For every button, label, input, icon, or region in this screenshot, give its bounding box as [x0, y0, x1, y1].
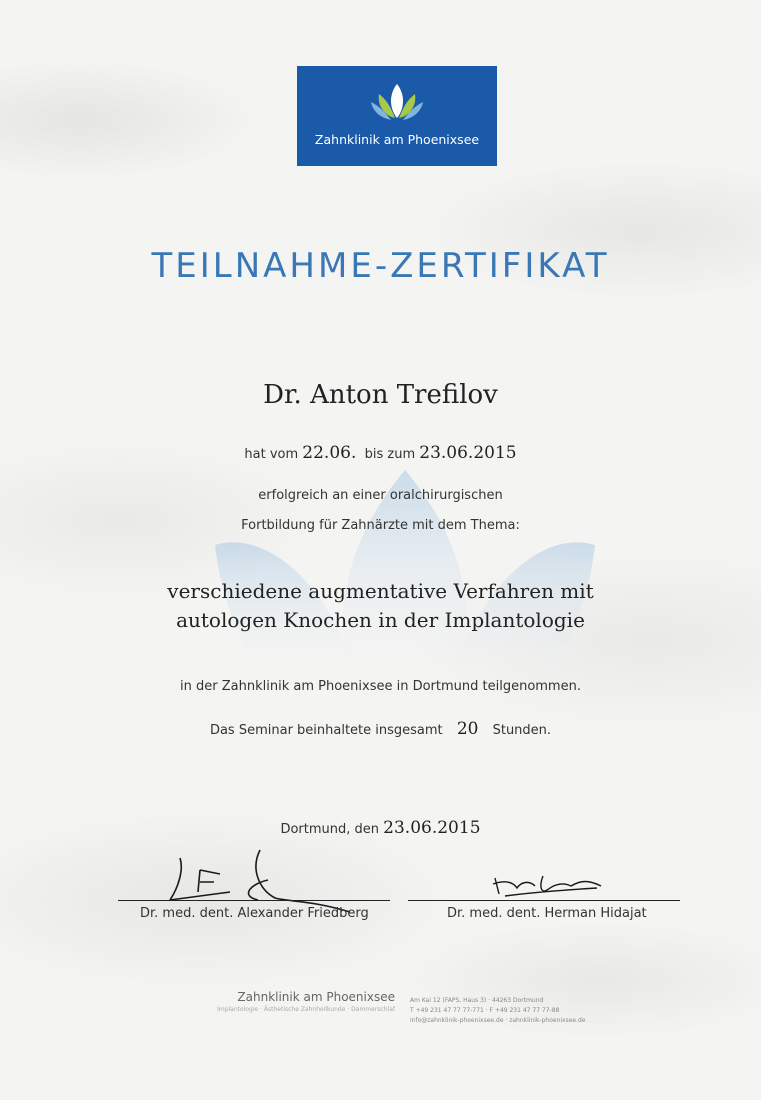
footer-address: Am Kai 12 (FAPS, Haus 3) · 44263 Dortmund	[410, 997, 544, 1004]
location-line: in der Zahnklinik am Phoenixsee in Dortmund teilgenommen.	[180, 679, 581, 694]
hours-suffix: Stunden.	[492, 723, 552, 738]
signature-line-left	[118, 900, 390, 901]
hours-prefix: Das Seminar beinhaltete insgesamt	[209, 723, 443, 738]
signature-line-right	[408, 900, 680, 901]
clinic-logo	[297, 66, 497, 166]
date-prefix: hat vom	[244, 447, 299, 462]
topic-line-2: autologen Knochen in der Implantologie	[176, 608, 585, 632]
seminar-topic	[0, 577, 761, 635]
footer-brand-block	[170, 990, 395, 1013]
lotus-icon	[367, 80, 427, 126]
hours-line	[0, 719, 761, 739]
place-date-prefix: Dortmund, den	[280, 822, 380, 837]
date-to: 23.06.2015	[419, 443, 517, 463]
footer-phone: T +49 231 47 77 77-771 · F +49 231 47 77 77-88	[410, 1007, 560, 1014]
footer-web: info@zahnklinik-phoenixsee.de · zahnklinik-phoenixsee.de	[410, 1017, 586, 1024]
footer-contact	[410, 996, 586, 1026]
logo-brand-text: Zahnklinik am Phoenixsee	[314, 132, 480, 147]
footer-subtitle: Implantologie · Ästhetische Zahnheilkunde · Dammerschlaf	[217, 1006, 395, 1013]
date-from: 22.06.	[302, 443, 357, 463]
intro-line-1: erfolgreich an einer oralchirurgischen	[258, 488, 503, 503]
signer-right: Dr. med. dent. Herman Hidajat	[447, 906, 647, 921]
place-date-date: 23.06.2015	[383, 818, 481, 838]
date-range-line	[0, 443, 761, 463]
recipient-name: Dr. Anton Trefilov	[263, 380, 498, 410]
footer-brand: Zahnklinik am Phoenixsee	[237, 990, 395, 1004]
topic-line-1: verschiedene augmentative Verfahren mit	[167, 579, 594, 603]
date-middle: bis zum	[364, 447, 416, 462]
place-date-line	[0, 818, 761, 838]
hours-value: 20	[456, 719, 479, 739]
certificate-title: TEILNAHME-ZERTIFIKAT	[151, 246, 610, 286]
signer-left: Dr. med. dent. Alexander Friedberg	[140, 906, 369, 921]
intro-line-2: Fortbildung für Zahnärzte mit dem Thema:	[241, 518, 520, 533]
